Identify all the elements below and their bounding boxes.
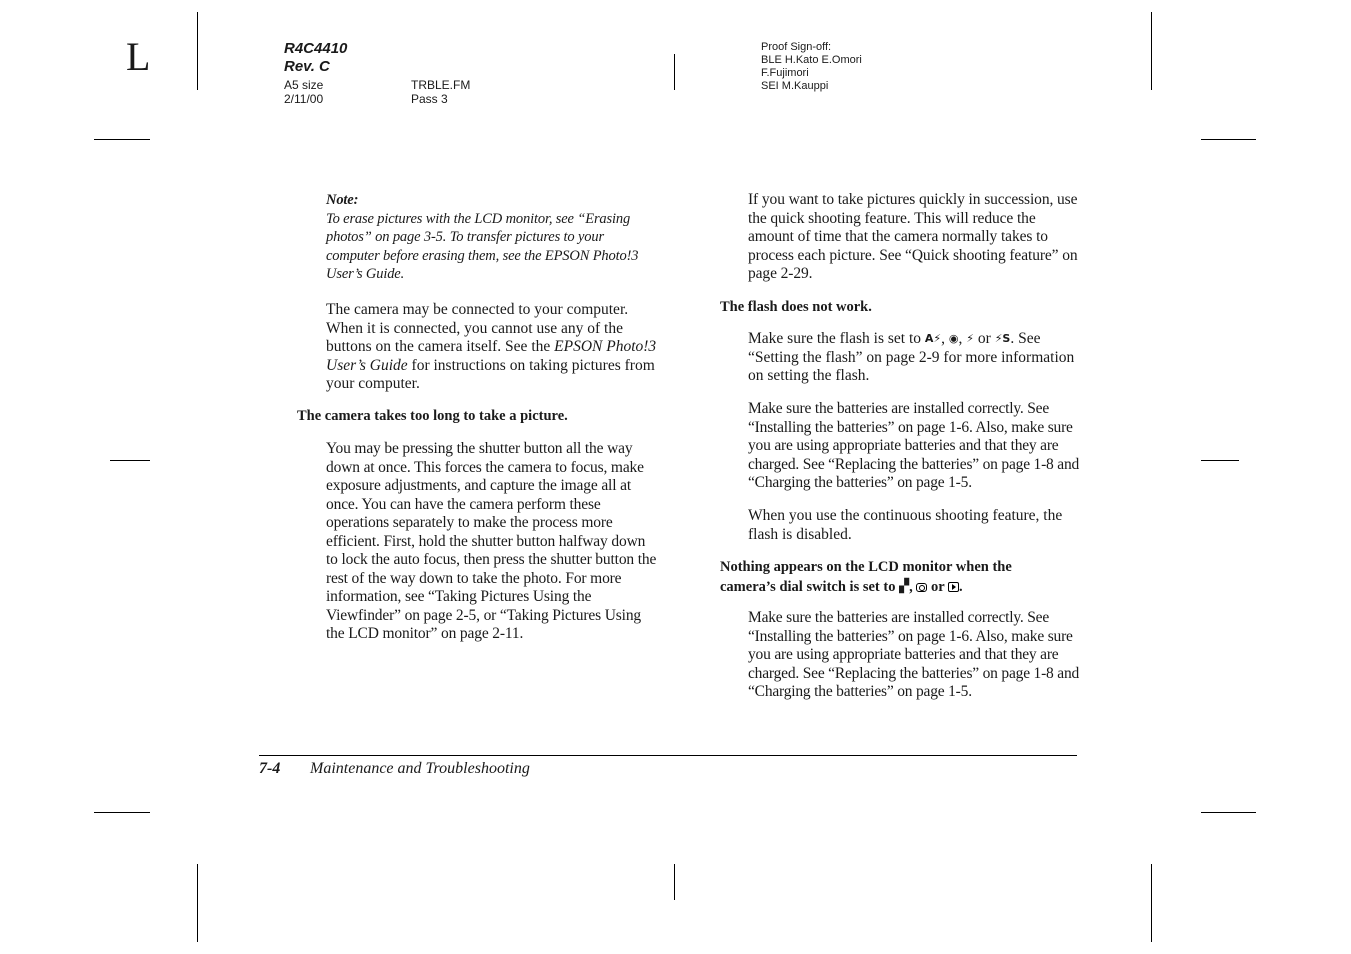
section-heading: The camera takes too long to take a picture. [297,408,568,424]
flash-on-icon: ⚡ [966,332,975,345]
body-paragraph: The camera may be connected to your computer. When it is connected, you cannot use any of the buttons on the camera itself. See the EPSON Photo!3 User’s Guide for instructions on taking pictures from your computer. [326,301,657,392]
proof-line: SEI M.Kauppi [761,80,829,92]
crop-mark [1151,12,1152,90]
crop-mark [1201,460,1239,461]
flash-slow-sync-icon: ⚡S [994,332,1011,345]
page-size: A5 size [284,78,324,92]
crop-mark [1201,139,1256,140]
doc-date: 2/11/00 [284,92,324,106]
note-label: Note: [326,192,359,208]
revision: Rev. C [284,58,330,75]
crop-mark [1151,864,1152,942]
proof-line: BLE H.Kato E.Omori [761,54,862,66]
page-number: 7-4 [259,760,281,777]
body-paragraph: Make sure the batteries are installed correctly. See “Installing the batteries” on page 1-6. Also, make sure you are using appropriate batteries and that they are charged. See “Replacing the batteries” on page 1-8 and “Charging the batteries” on page 1-5. [748,609,1080,700]
section-heading: The flash does not work. [720,299,872,315]
camera-mode-icon: ▞ [899,579,910,594]
crop-mark [110,460,150,461]
red-eye-icon: ◉ [948,332,959,345]
page-side-mark: L [126,34,151,79]
body-paragraph: If you want to take pictures quickly in succession, use the quick shooting feature. This will reduce the amount of time that the camera normally takes to process each picture. See “Quick shooting feature” on page 2-29. [748,191,1078,282]
proof-line: F.Fujimori [761,67,809,79]
crop-mark [94,812,150,813]
note-block [326,191,658,284]
flash-auto-icon: A⚡ [924,332,942,345]
body-paragraph: Make sure the flash is set to A⚡, ◉, ⚡ or ⚡S. See “Setting the flash” on page 2-9 for more information on setting the flash. [748,330,1075,384]
crop-mark [674,864,675,900]
proof-signoff [761,41,862,93]
note-text: To erase pictures with the LCD monitor, see “Erasing photos” on page 3-5. To transfer pictures to your computer before erasing them, see the EPSON Photo!3 User’s Guide. [326,210,639,282]
body-paragraph: When you use the continuous shooting feature, the flash is disabled. [748,507,1063,543]
section-heading: Nothing appears on the LCD monitor when the camera’s dial switch is set to ▞, or . [720,559,1012,595]
lcd-mode-icon [916,583,927,592]
pass-number: Pass 3 [411,92,448,106]
body-paragraph: You may be pressing the shutter button all the way down at once. This forces the camera to focus, make exposure adjustments, and capture the image all at once. You can have the camera perform these operations separately to make the process more efficient. First, hold the shutter button halfway down to lock the auto focus, then press the shutter button the rest of the way down to take the photo. For more information, see “Taking Pictures Using the Viewfinder” on page 2-5, or “Taking Pictures Using the LCD monitor” on page 2-11. [326,440,657,642]
playback-mode-icon [948,582,959,592]
crop-mark [197,12,198,90]
proof-line: Proof Sign-off: [761,41,832,53]
footer-rule [259,755,1077,756]
crop-mark [1201,812,1256,813]
crop-mark [94,139,150,140]
body-paragraph: Make sure the batteries are installed correctly. See “Installing the batteries” on page 1-6. Also, make sure you are using appropriate batteries and that they are charged. See “Replacing the batteries” on page 1-8 and “Charging the batteries” on page 1-5. [748,400,1080,491]
footer-section-title: Maintenance and Troubleshooting [310,760,530,777]
doc-code: R4C4410 [284,40,348,57]
crop-mark [197,864,198,942]
file-name: TRBLE.FM [411,78,471,92]
crop-mark [674,54,675,90]
